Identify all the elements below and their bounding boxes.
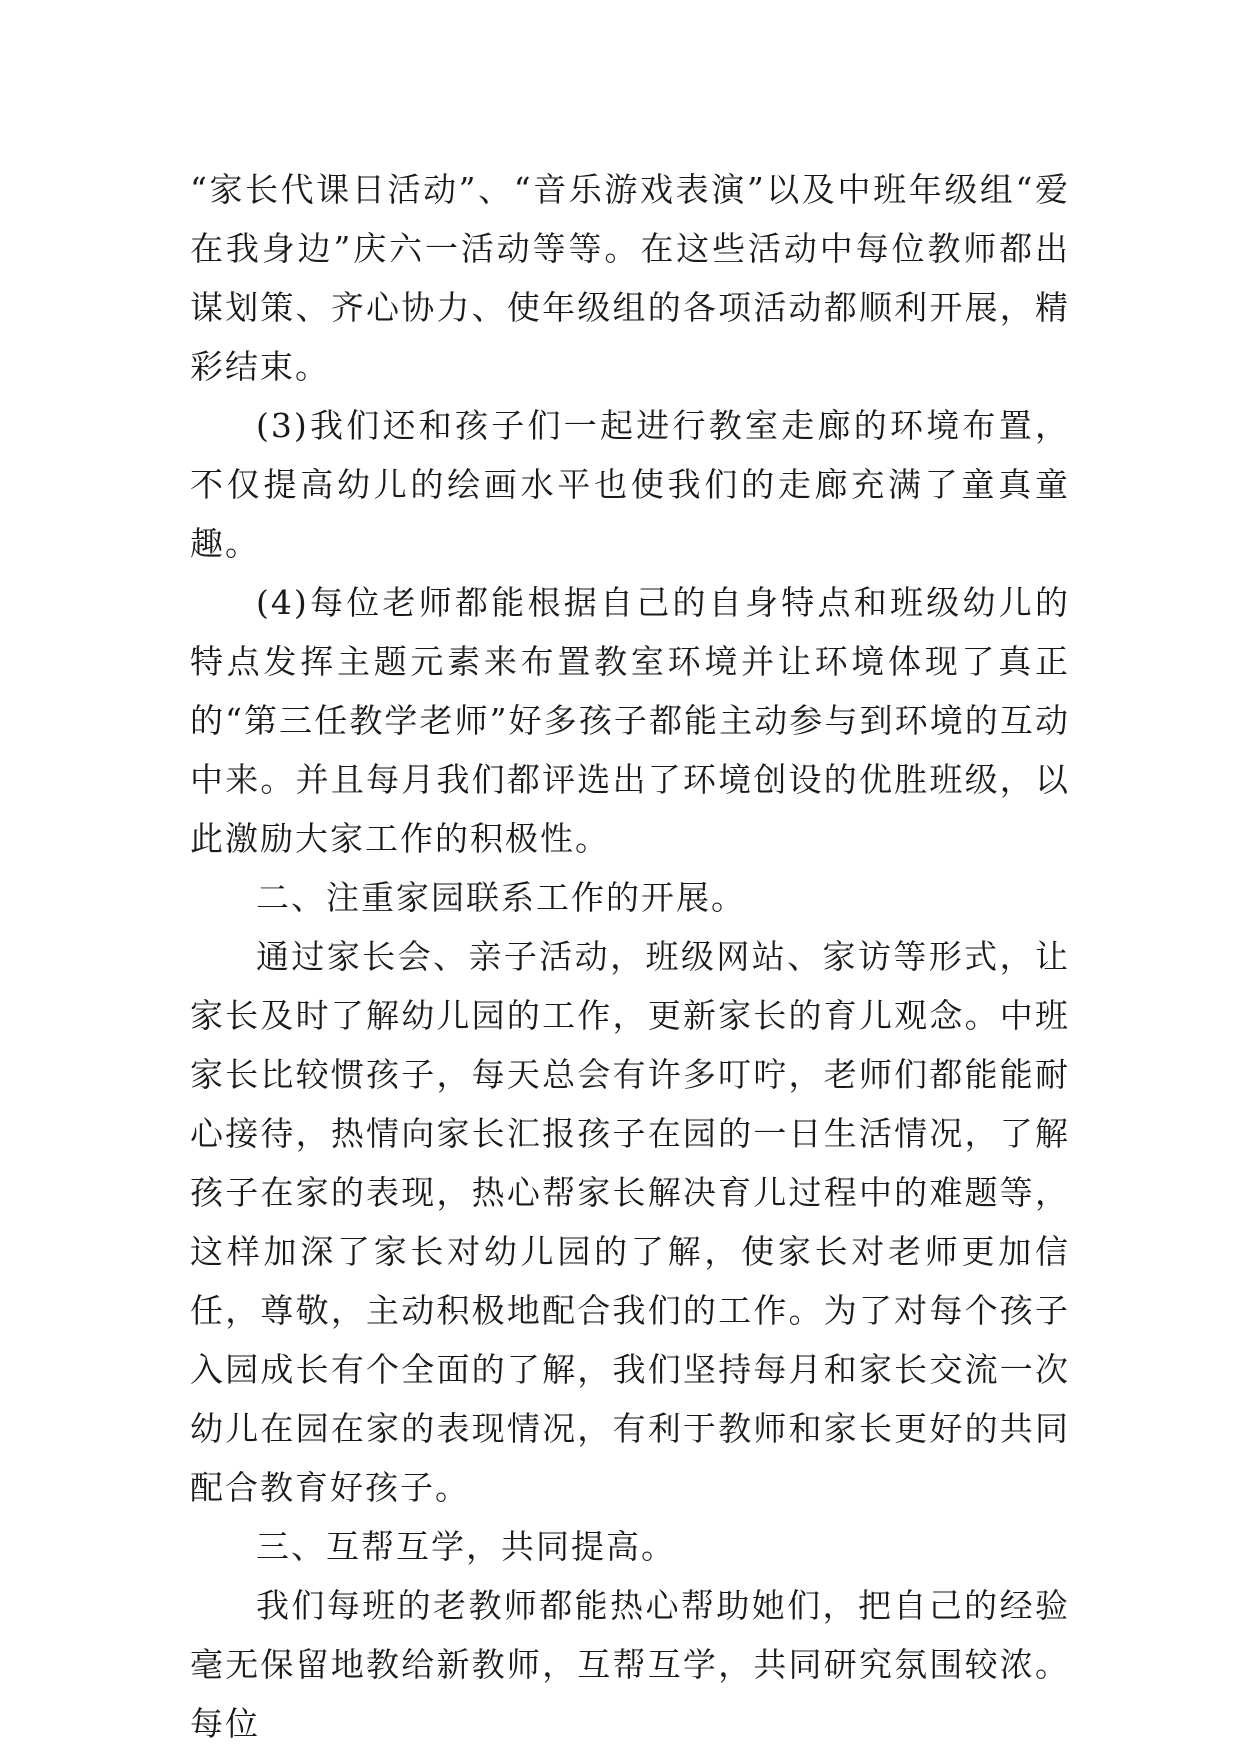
paragraph-activities: “家长代课日活动”、“音乐游戏表演”以及中班年级组“爱在我身边”庆六一活动等等。在这些活动中每位教师都出谋划策、齐心协力、使年级组的各项活动都顺利开展，精彩结束。: [190, 170, 1070, 386]
paragraph-item-4: (4)每位老师都能根据自己的自身特点和班级幼儿的特点发挥主题元素来布置教室环境并让环境体现了真正的“第三任教学老师”好多孩子都能主动参与到环境的互动中来。并且每月我们都评选出了环境创设的优胜班级，以此激励大家工作的积极性。: [190, 583, 1070, 858]
paragraph-home-school: 通过家长会、亲子活动，班级网站、家访等形式，让家长及时了解幼儿园的工作，更新家长的育儿观念。中班家长比较惯孩子，每天总会有许多叮咛，老师们都能能耐心接待，热情向家长汇报孩子在园的一日生活情况，了解孩子在家的表现，热心帮家长解决育儿过程中的难题等，这样加深了家长对幼儿园的了解，使家长对老师更加信任，尊敬，主动积极地配合我们的工作。为了对每个孩子入园成长有个全面的了解，我们坚持每月和家长交流一次幼儿在园在家的表现情况，有利于教师和家长更好的共同配合教育好孩子。: [190, 937, 1070, 1507]
paragraph-mutual-help: 我们每班的老教师都能热心帮助她们，把自己的经验毫无保留地教给新教师，互帮互学，共同研究氛围较浓。每位: [190, 1586, 1070, 1743]
paragraph-item-3: (3)我们还和孩子们一起进行教室走廊的环境布置，不仅提高幼儿的绘画水平也使我们的走廊充满了童真童趣。: [190, 406, 1070, 563]
section-heading-3: 三、互帮互学，共同提高。: [256, 1527, 676, 1566]
section-heading-2: 二、注重家园联系工作的开展。: [256, 878, 746, 917]
document-body: [190, 160, 1070, 1753]
